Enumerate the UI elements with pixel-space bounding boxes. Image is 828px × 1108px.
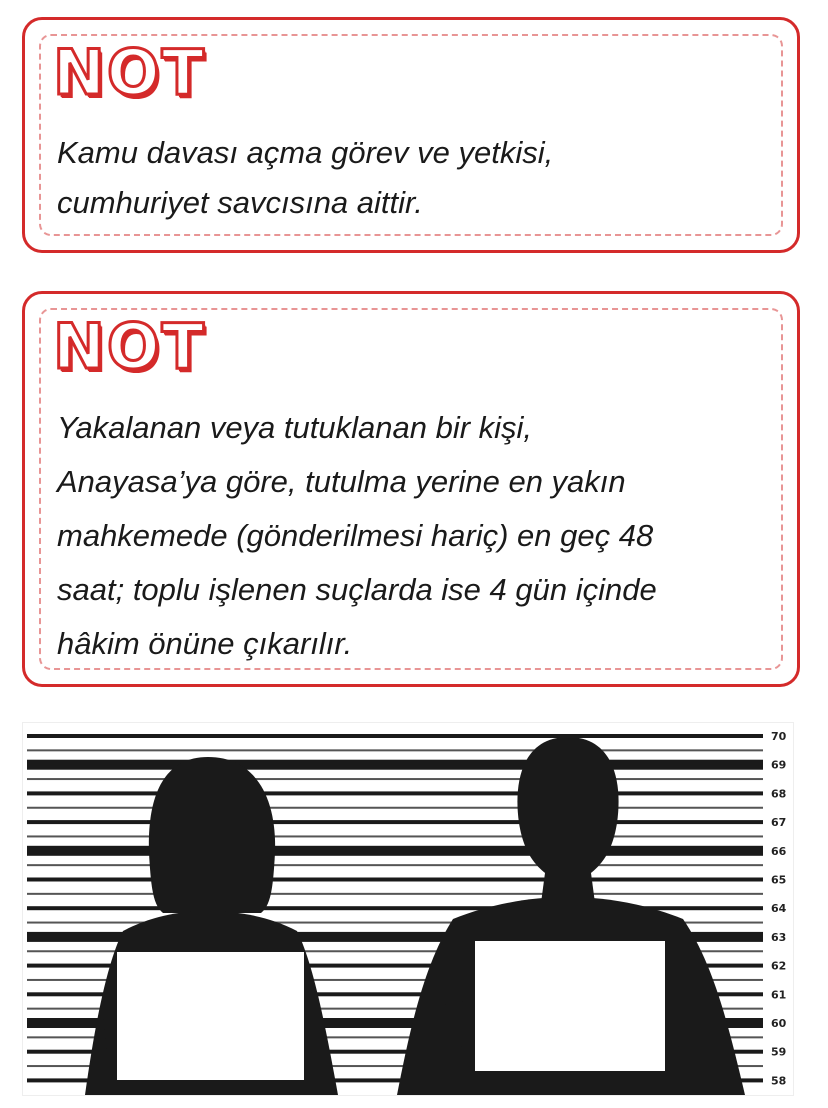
height-mark-label: 61: [771, 988, 787, 1002]
height-substripe: [27, 864, 763, 866]
height-mark-label: 70: [771, 730, 787, 743]
note-box-detention: [22, 291, 800, 687]
mugshot-lineup-illustration: [22, 722, 794, 1096]
height-mark-label: 65: [771, 873, 787, 887]
height-mark-label: 66: [771, 844, 787, 858]
height-stripe: [27, 791, 763, 795]
height-mark-label: 64: [771, 902, 787, 916]
height-mark-label: 63: [771, 930, 787, 944]
height-stripe: [27, 760, 763, 770]
lineup-svg: [23, 723, 793, 1095]
height-mark-label: 60: [771, 1017, 787, 1030]
note-text-line: cumhuriyet savcısına aittir.: [57, 185, 423, 220]
height-substripe: [27, 893, 763, 895]
note-text: [57, 128, 553, 228]
note-text-line: saat; toplu işlenen suçlarda ise 4 gün içinde: [57, 572, 657, 607]
man-placard: [475, 941, 665, 1071]
height-mark-label: 59: [771, 1045, 787, 1059]
note-text-line: Anayasa’ya göre, tutulma yerine en yakın: [57, 464, 626, 499]
woman-placard: [117, 952, 304, 1080]
note-text-line: Kamu davası açma görev ve yetkisi,: [57, 135, 554, 170]
height-stripe: [27, 820, 763, 824]
man-head: [517, 737, 618, 885]
note-box-prosecution: [22, 17, 800, 253]
note-text-line: Yakalanan veya tutuklanan bir kişi,: [57, 410, 533, 445]
height-stripe: [27, 878, 763, 882]
height-marks: [771, 730, 787, 1087]
height-stripe: [27, 734, 763, 738]
height-mark-label: 68: [771, 787, 787, 801]
height-mark-label: 67: [771, 816, 787, 830]
height-stripe: [27, 846, 763, 856]
height-mark-label: 58: [771, 1074, 787, 1088]
height-substripe: [27, 778, 763, 780]
height-substripe: [27, 807, 763, 809]
height-substripe: [27, 749, 763, 751]
height-substripe: [27, 835, 763, 837]
note-text-line: mahkemede (gönderilmesi hariç) en geç 48: [57, 518, 654, 553]
woman-hair: [149, 757, 275, 913]
note-title: NOT: [53, 310, 206, 383]
note-text-line: hâkim önüne çıkarılır.: [57, 626, 353, 661]
height-mark-label: 69: [771, 758, 787, 772]
note-title: NOT: [53, 36, 206, 109]
note-text: [57, 401, 657, 671]
height-mark-label: 62: [771, 959, 787, 973]
